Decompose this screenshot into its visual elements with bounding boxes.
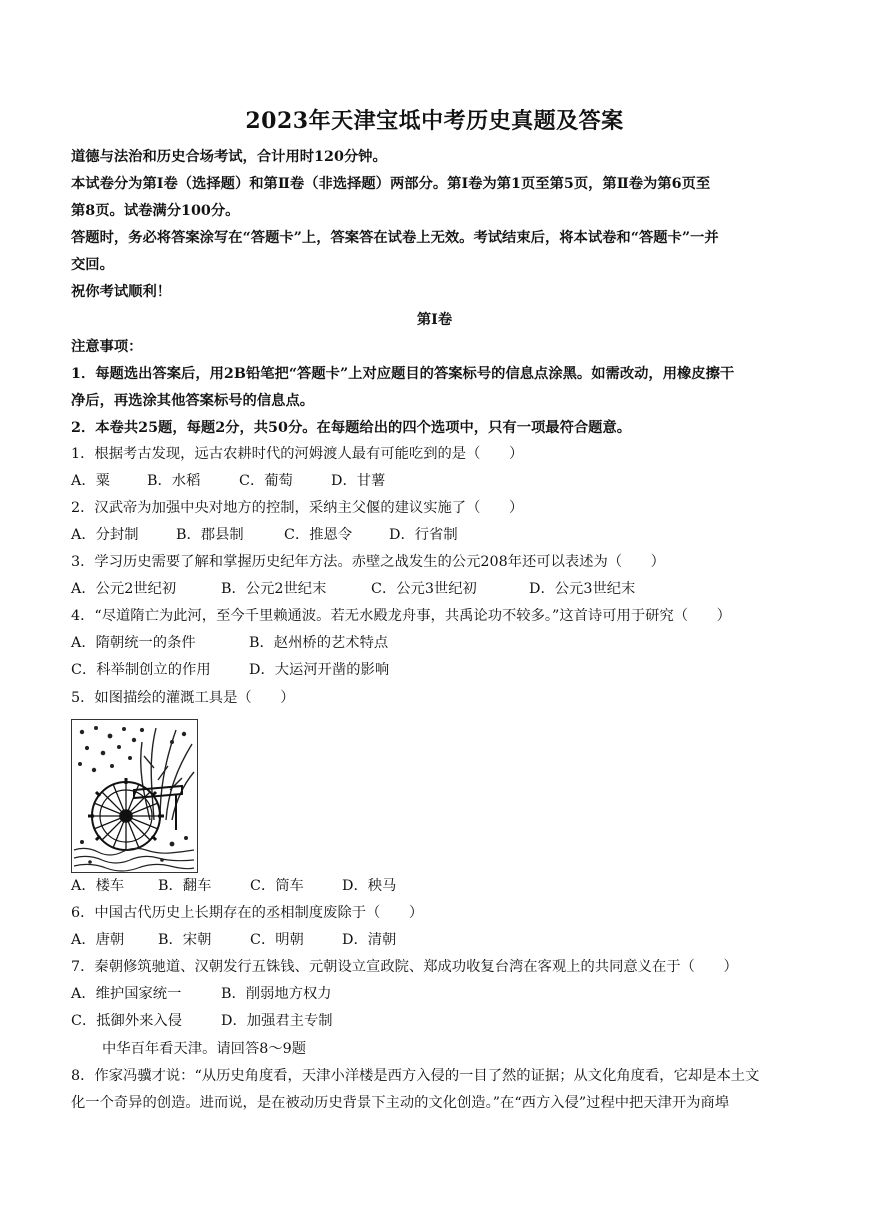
option: A．楼车 bbox=[71, 878, 125, 894]
option: C．抵御外来入侵 bbox=[71, 1013, 183, 1029]
intro-line: 交回。 bbox=[71, 257, 114, 273]
option: C．明朝 bbox=[250, 932, 304, 948]
intro-line: 道德与法治和历史合场考试，合计用时120分钟。 bbox=[71, 149, 387, 165]
option: D．甘薯 bbox=[331, 473, 386, 489]
question-stem: 4．“尽道隋亡为此河，至今千里赖通波。若无水殿龙舟事，共禹论功不较多。”这首诗可用于研究（ ） bbox=[71, 608, 731, 624]
option: B．削弱地方权力 bbox=[221, 986, 332, 1002]
question-options bbox=[71, 579, 801, 599]
question-stem: 7．秦朝修筑驰道、汉朝发行五铢钱、元朝设立宣政院、郑成功收复台湾在客观上的共同意义在于（ ） bbox=[71, 959, 738, 975]
question-options bbox=[71, 660, 801, 680]
option: A．粟 bbox=[71, 473, 110, 489]
option: C．葡萄 bbox=[239, 473, 293, 489]
option: A．维护国家统一 bbox=[71, 986, 182, 1002]
notice-item: 净后，再选涂其他答案标号的信息点。 bbox=[71, 393, 315, 409]
option: D．清朝 bbox=[342, 932, 397, 948]
option: A．公元2世纪初 bbox=[71, 581, 177, 597]
question-stem: 6．中国古代历史上长期存在的丞相制度废除于（ ） bbox=[71, 905, 424, 921]
notice-item: 2．本卷共25题，每题2分，共50分。在每题给出的四个选项中，只有一项最符合题意。 bbox=[71, 420, 632, 436]
question-stem: 3．学习历史需要了解和掌握历史纪年方法。赤壁之战发生的公元208年还可以表述为（ ） bbox=[71, 554, 665, 570]
option: C．科举制创立的作用 bbox=[71, 662, 211, 678]
question-stem: 8．作家冯骥才说：“从历史角度看，天津小洋楼是西方入侵的一目了然的证据；从文化角度看，它却是本土文 bbox=[71, 1068, 760, 1084]
intro-line: 本试卷分为第Ⅰ卷（选择题）和第Ⅱ卷（非选择题）两部分。第Ⅰ卷为第1页至第5页，第Ⅱ卷为第6页至 bbox=[71, 176, 711, 192]
option: D．公元3世纪末 bbox=[529, 581, 636, 597]
option: B．公元2世纪末 bbox=[221, 581, 327, 597]
option: B．赵州桥的艺术特点 bbox=[249, 635, 389, 651]
option: A．隋朝统一的条件 bbox=[71, 635, 196, 651]
notice-item: 1．每题选出答案后，用2B铅笔把“答题卡”上对应题目的答案标号的信息点涂黑。如需改动，用橡皮擦干 bbox=[71, 366, 735, 382]
option: B．郡县制 bbox=[176, 527, 244, 543]
question-stem: 5．如图描绘的灌溉工具是（ ） bbox=[71, 690, 295, 706]
question-options bbox=[71, 471, 801, 491]
irrigation-tool-illustration bbox=[71, 719, 198, 873]
question-options bbox=[71, 1011, 801, 1031]
question-options bbox=[71, 876, 801, 896]
intro-line: 祝你考试顺利！ bbox=[71, 284, 172, 300]
option: D．加强君主专制 bbox=[221, 1013, 333, 1029]
option: B．水稻 bbox=[147, 473, 201, 489]
question-options bbox=[71, 525, 801, 545]
question-options bbox=[71, 633, 801, 653]
question-options bbox=[71, 930, 801, 950]
option: D．大运河开凿的影响 bbox=[249, 662, 390, 678]
option: B．宋朝 bbox=[158, 932, 212, 948]
question-stem: 2．汉武帝为加强中央对地方的控制，采纳主父偃的建议实施了（ ） bbox=[71, 500, 524, 516]
intro-line: 答题时，务必将答案涂写在“答题卡”上，答案答在试卷上无效。考试结束后，将本试卷和“答题卡”一并 bbox=[71, 230, 719, 246]
option: A．唐朝 bbox=[71, 932, 125, 948]
question-stem: 1．根据考古发现，远古农耕时代的河姆渡人最有可能吃到的是（ ） bbox=[71, 446, 524, 462]
option: C．推恩令 bbox=[284, 527, 353, 543]
intro-line: 第8页。试卷满分100分。 bbox=[71, 203, 240, 219]
notice-heading: 注意事项： bbox=[71, 339, 143, 355]
option: B．翻车 bbox=[158, 878, 212, 894]
exam-title: 2023年天津宝坻中考历史真题及答案 bbox=[245, 108, 624, 134]
question-options bbox=[71, 984, 801, 1004]
question-stem: 化一个奇异的创造。进而说，是在被动历史背景下主动的文化创造。”在“西方入侵”过程中把天津开为商埠 bbox=[71, 1095, 730, 1111]
group-intro: 中华百年看天津。请回答8～9题 bbox=[102, 1041, 307, 1057]
section-title: 第Ⅰ卷 bbox=[416, 312, 453, 328]
option: C．公元3世纪初 bbox=[371, 581, 477, 597]
option: D．行省制 bbox=[389, 527, 458, 543]
water-wheel-drawing bbox=[72, 720, 197, 872]
option: C．筒车 bbox=[250, 878, 304, 894]
option: A．分封制 bbox=[71, 527, 139, 543]
option: D．秧马 bbox=[342, 878, 397, 894]
